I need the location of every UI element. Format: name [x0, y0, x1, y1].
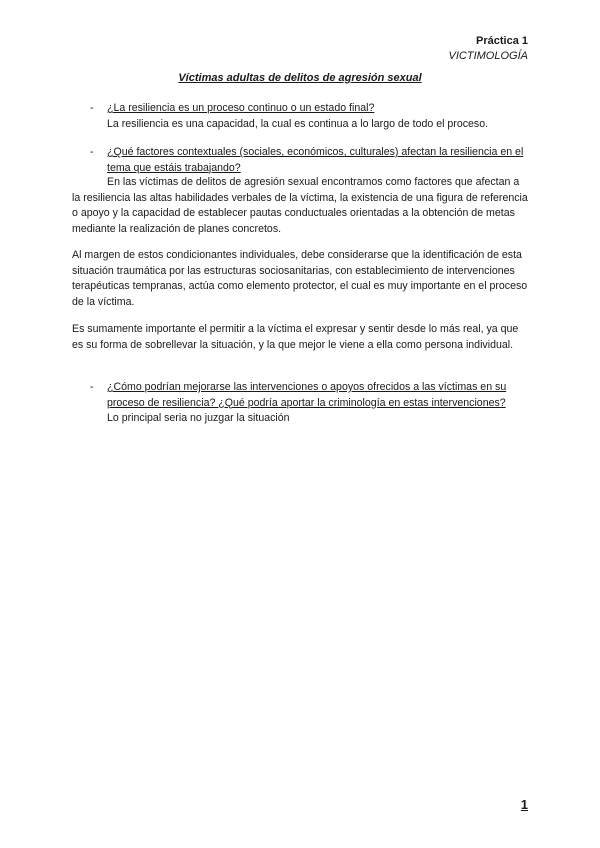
question-3: ¿Cómo podrían mejorarse las intervenciones o apoyos ofrecidos a las víctimas en su proceso de resiliencia? ¿Qué podría aportar la criminología en estas intervenciones?: [107, 381, 507, 409]
document-title: Víctimas adultas de delitos de agresión sexual: [178, 72, 422, 84]
list-item-q1: [72, 101, 528, 132]
question-1: ¿La resiliencia es un proceso continuo o un estado final?: [107, 102, 375, 114]
paragraph-protector: Al margen de estos condicionantes individuales, debe considerarse que la identificación de esta situación traumática por las estructuras sociosanitarias, con establecimiento de intervenciones terapéuticas tempranas, actúa como elemento protector, el cual es muy importante en el proceso de la víctima.: [72, 249, 528, 308]
subject-label: VICTIMOLOGÍA: [448, 50, 528, 62]
list-item-q3: [72, 380, 528, 427]
practice-label: Práctica 1: [476, 35, 528, 47]
paragraph-expression: Es sumamente importante el permitir a la víctima el expresar y sentir desde lo más real, ya que es su forma de sobrellevar la situación, y la que mejor le viene a ella como persona individual.: [72, 323, 519, 351]
list-item-q2: [72, 145, 528, 176]
bullet-dash: -: [90, 381, 94, 393]
answer-2: En las víctimas de delitos de agresión sexual encontramos como factores que afectan a la resiliencia las altas habilidades verbales de la víctima, la existencia de una figura de referencia o apoyo y la capacidad de establecer pautas conductuales orientadas a la obtención de metas mediante la realización de planes concretos.: [72, 176, 528, 235]
bullet-dash: -: [90, 102, 94, 114]
answer-3: Lo principal seria no juzgar la situación: [107, 412, 290, 425]
page-number: 1: [520, 797, 528, 812]
bullet-dash: -: [90, 146, 94, 158]
question-2: ¿Qué factores contextuales (sociales, económicos, culturales) afectan la resiliencia en el tema que estáis trabajando?: [107, 146, 524, 174]
answer-1: La resiliencia es una capacidad, la cual es continua a lo largo de todo el proceso.: [107, 117, 489, 130]
page-header: [449, 34, 528, 64]
